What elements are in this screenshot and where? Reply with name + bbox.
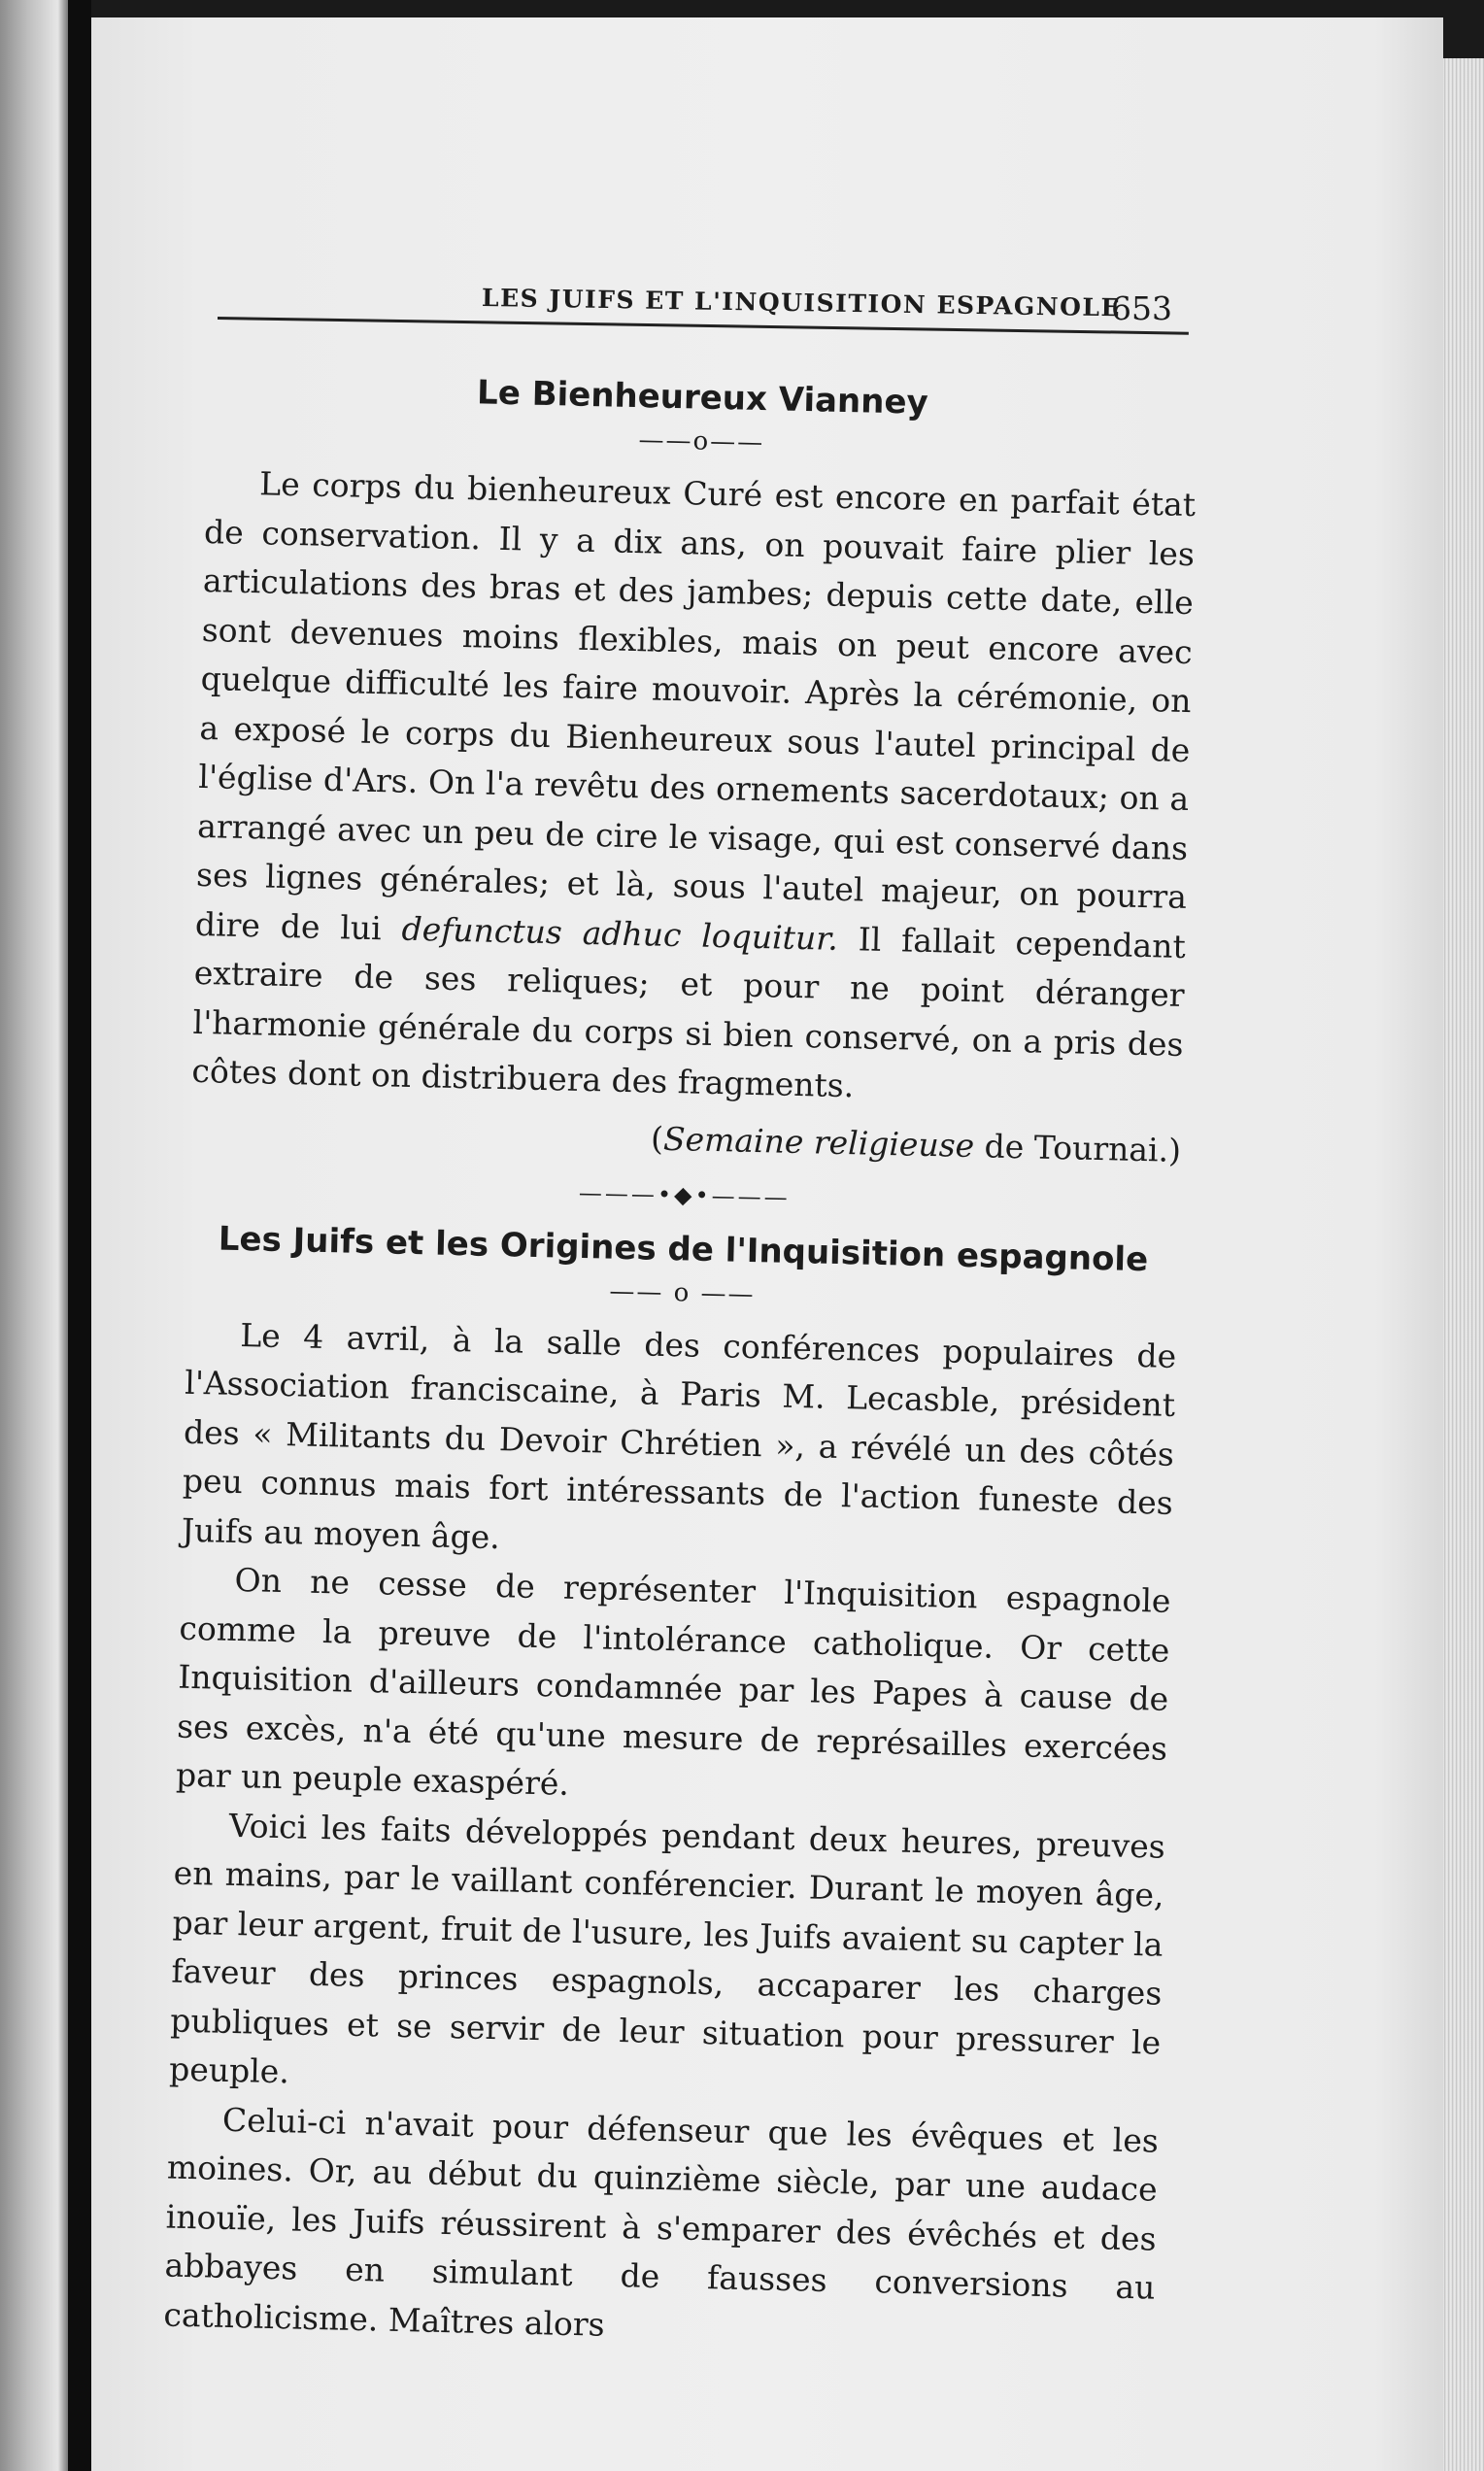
latin-phrase: defunctus adhuc loquitur. (401, 909, 839, 958)
source-place: de Tournai. (984, 1126, 1169, 1169)
paragraph: Celui-ci n'avait pour défenseur que les évêques et les moines. Or, au début du quinzième siècle, par une audace inouïe, les Juifs réussirent à s'emparer des évêchés et des abbayes en simulant de fausses conversions au catholicisme. Maîtres alors (163, 2100, 1160, 2344)
book-page (91, 17, 1443, 2471)
paragraph: On ne cesse de représenter l'Inquisition espagnole comme la preuve de l'intolérance catholique. Or cette Inquisition d'ailleurs condamnée par les Papes à cause de ses excès, n'a été qu'une mesure de représailles exercées par un peuple exaspéré. (175, 1560, 1171, 1803)
section-title-vianney: Le Bienheureux Vianney (476, 373, 929, 423)
running-title: LES JUIFS ET L'INQUISITION ESPAGNOLE (481, 284, 1122, 322)
page-content (163, 367, 1198, 2362)
paragraph: Voici les faits développés pendant deux heures, preuves en mains, par le vaillant conférencier. Durant le moyen âge, par leur argent, fruit de l'usure, les Juifs avaient su capter la faveur des princes espagnols, accaparer les charges publiques et se servir de leur situation pour pressurer le peuple. (168, 1806, 1166, 2091)
paragraph: Le 4 avril, à la salle des conférences populaires de l'Association franciscaine, à Paris M. Lecasble, président des « Militants du Devoir Chrétien », a révélé un des côtés peu connus mais fort intéressants de l'action funeste des Juifs au moyen âge. (181, 1315, 1177, 1556)
section-separator: ——o—— (638, 425, 765, 458)
ornament-divider: ———•◆•——— (578, 1178, 791, 1211)
source-publication: Semaine religieuse (662, 1119, 975, 1165)
previous-page-edge (0, 0, 68, 2471)
section-title-inquisition: Les Juifs et les Origines de l'Inquisition espagnole (218, 1218, 1149, 1279)
page-stack-edge (1437, 58, 1484, 2471)
vianney-text-end: Il fallait cependant extraire de ses reliques; et pour ne point déranger l'harmonie générale du corps si bien conservé, on a pris des côtes dont on distribuera des fragments. (191, 919, 1187, 1105)
source-citation: (Semaine religieuse de Tournai.) (650, 1119, 1182, 1169)
book-gutter (68, 0, 91, 2471)
vianney-text: Le corps du bienheureux Curé est encore en parfait état de conservation. Il y a dix ans, on pouvait faire plier les articulations des bras et des jambes; depuis cette date, elle sont devenues moins flexibles, mais on peut encore avec quelque difficulté les faire mouvoir. Après la cérémonie, on a exposé le corps du Bienheureux sous l'autel principal de l'église d'Ars. On l'a revêtu des ornements sacerdotaux; on a arrangé avec un peu de cire le visage, qui est conservé dans ses lignes générales; et là, sous l'autel majeur, on pourra dire de lui (194, 464, 1197, 947)
vianney-paragraph (191, 458, 1197, 1118)
section-separator-2: —— o —— (609, 1276, 756, 1309)
page-number: 653 (1111, 289, 1172, 327)
